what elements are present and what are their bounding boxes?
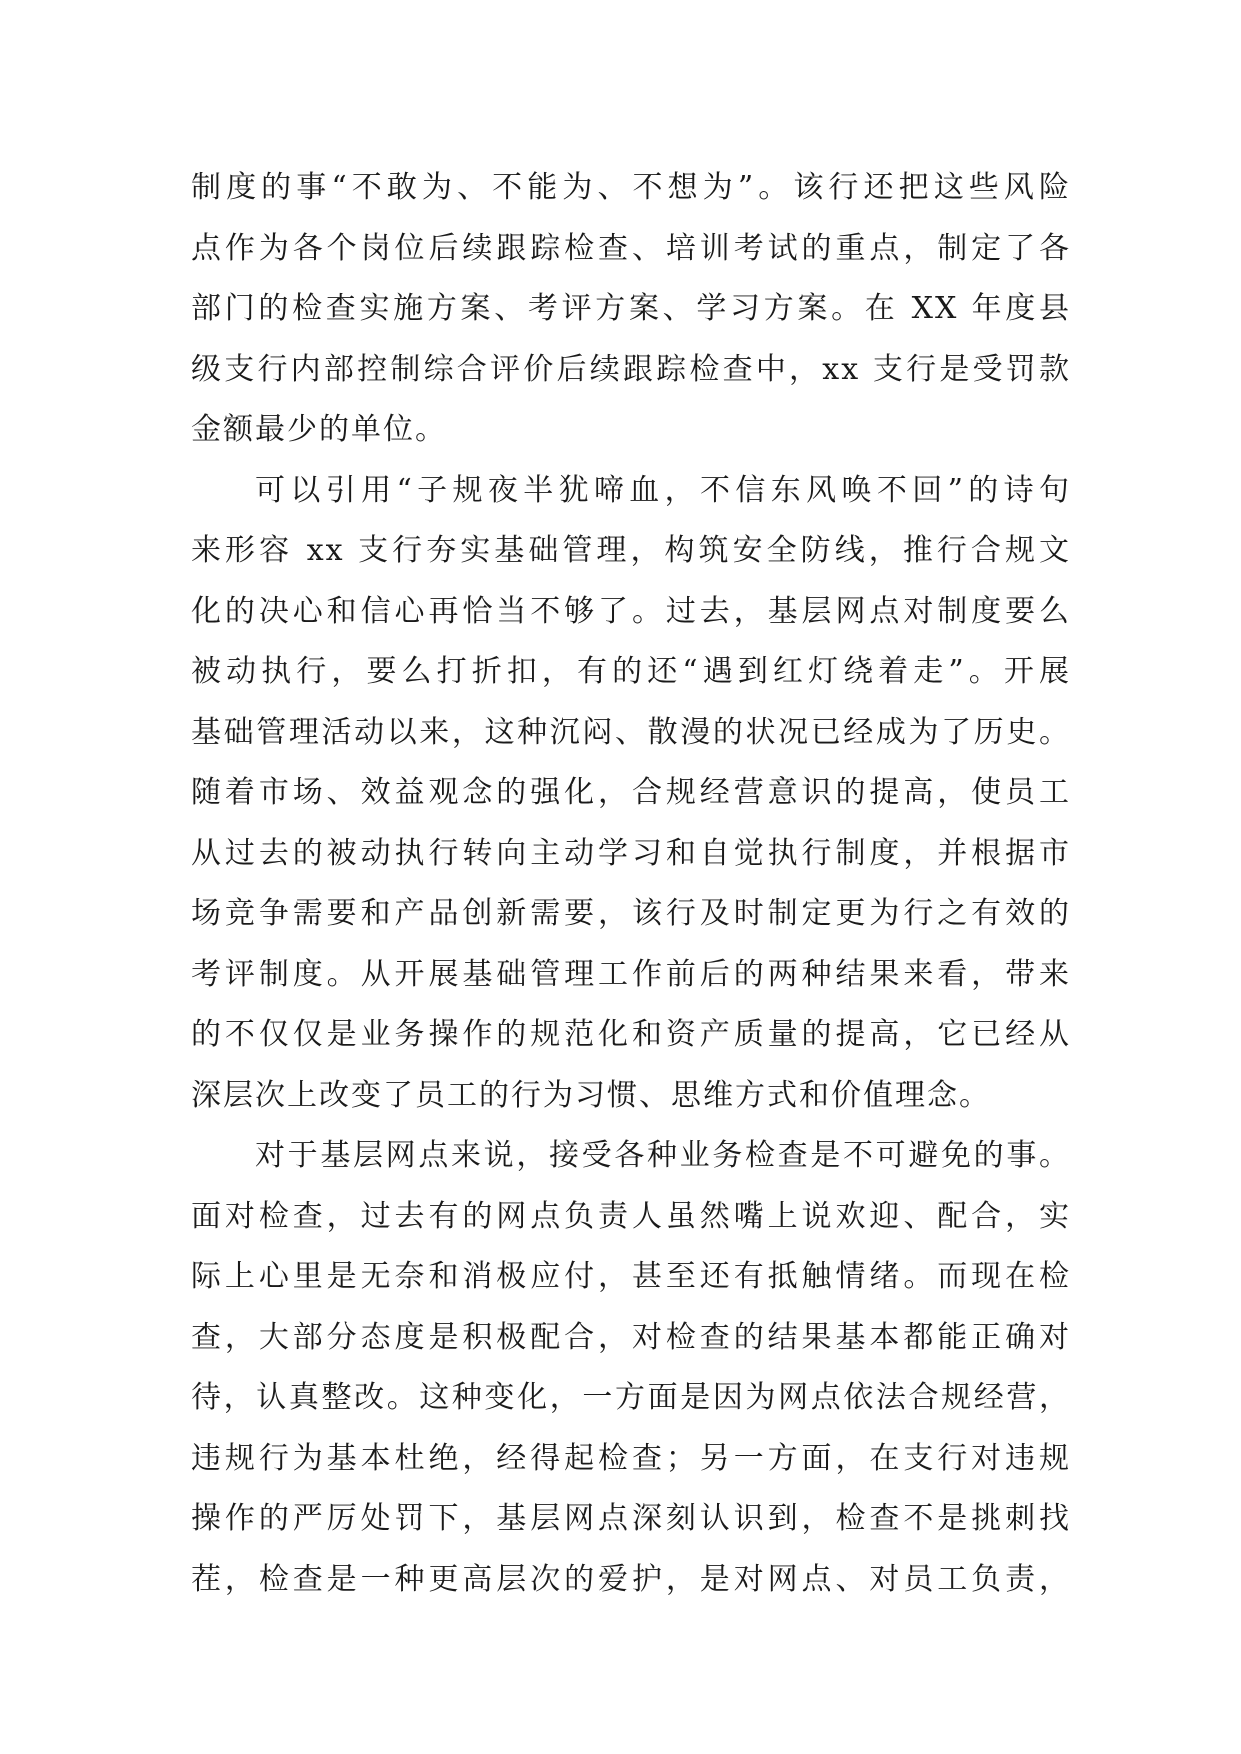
text-line: 操作的严厉处罚下，基层网点深刻认识到，检查不是挑刺找: [191, 1501, 1071, 1536]
text-line: 被动执行，要么打折扣，有的还“遇到红灯绕着走”。开展: [191, 654, 1071, 689]
text-line: 基础管理活动以来，这种沉闷、散漫的状况已经成为了历史。: [191, 714, 1071, 750]
text-line: 从过去的被动执行转向主动学习和自觉执行制度，并根据市: [191, 835, 1071, 871]
text-line: 场竞争需要和产品创新需要，该行及时制定更为行之有效的: [191, 896, 1071, 931]
text-line: 级支行内部控制综合评价后续跟踪检查中，xx 支行是受罚款: [191, 351, 1071, 387]
paragraph-1: [191, 158, 1071, 461]
text-line: 的不仅仅是业务操作的规范化和资产质量的提高，它已经从: [191, 1017, 1071, 1052]
text-line: 点作为各个岗位后续跟踪检查、培训考试的重点，制定了各: [191, 230, 1071, 266]
text-line: 考评制度。从开展基础管理工作前后的两种结果来看，带来: [191, 956, 1071, 992]
text-line: 部门的检查实施方案、考评方案、学习方案。在 XX 年度县: [191, 291, 1071, 326]
text-line: 可以引用“子规夜半犹啼血，不信东风唤不回”的诗句: [255, 472, 1071, 508]
text-line: 待，认真整改。这种变化，一方面是因为网点依法合规经营，: [191, 1380, 1071, 1415]
text-line: 查，大部分态度是积极配合，对检查的结果基本都能正确对: [191, 1319, 1071, 1355]
text-line: 制度的事“不敢为、不能为、不想为”。该行还把这些风险: [191, 170, 1071, 205]
text-line: 化的决心和信心再恰当不够了。过去，基层网点对制度要么: [191, 593, 1071, 629]
text-line: 金额最少的单位。: [191, 412, 447, 447]
paragraph-2: [191, 461, 1071, 1127]
text-line: 违规行为基本杜绝，经得起检查；另一方面，在支行对违规: [191, 1440, 1071, 1476]
text-line: 茬，检查是一种更高层次的爱护，是对网点、对员工负责，: [191, 1561, 1071, 1597]
text-line: 深层次上改变了员工的行为习惯、思维方式和价值理念。: [191, 1077, 991, 1113]
document-body: [191, 158, 1071, 1610]
text-line: 对于基层网点来说，接受各种业务检查是不可避免的事。: [255, 1138, 1071, 1173]
text-line: 来形容 xx 支行夯实基础管理，构筑安全防线，推行合规文: [191, 533, 1071, 568]
text-line: 际上心里是无奈和消极应付，甚至还有抵触情绪。而现在检: [191, 1259, 1071, 1294]
paragraph-3: [191, 1126, 1071, 1610]
text-line: 面对检查，过去有的网点负责人虽然嘴上说欢迎、配合，实: [191, 1198, 1071, 1234]
text-line: 随着市场、效益观念的强化，合规经营意识的提高，使员工: [191, 775, 1071, 810]
